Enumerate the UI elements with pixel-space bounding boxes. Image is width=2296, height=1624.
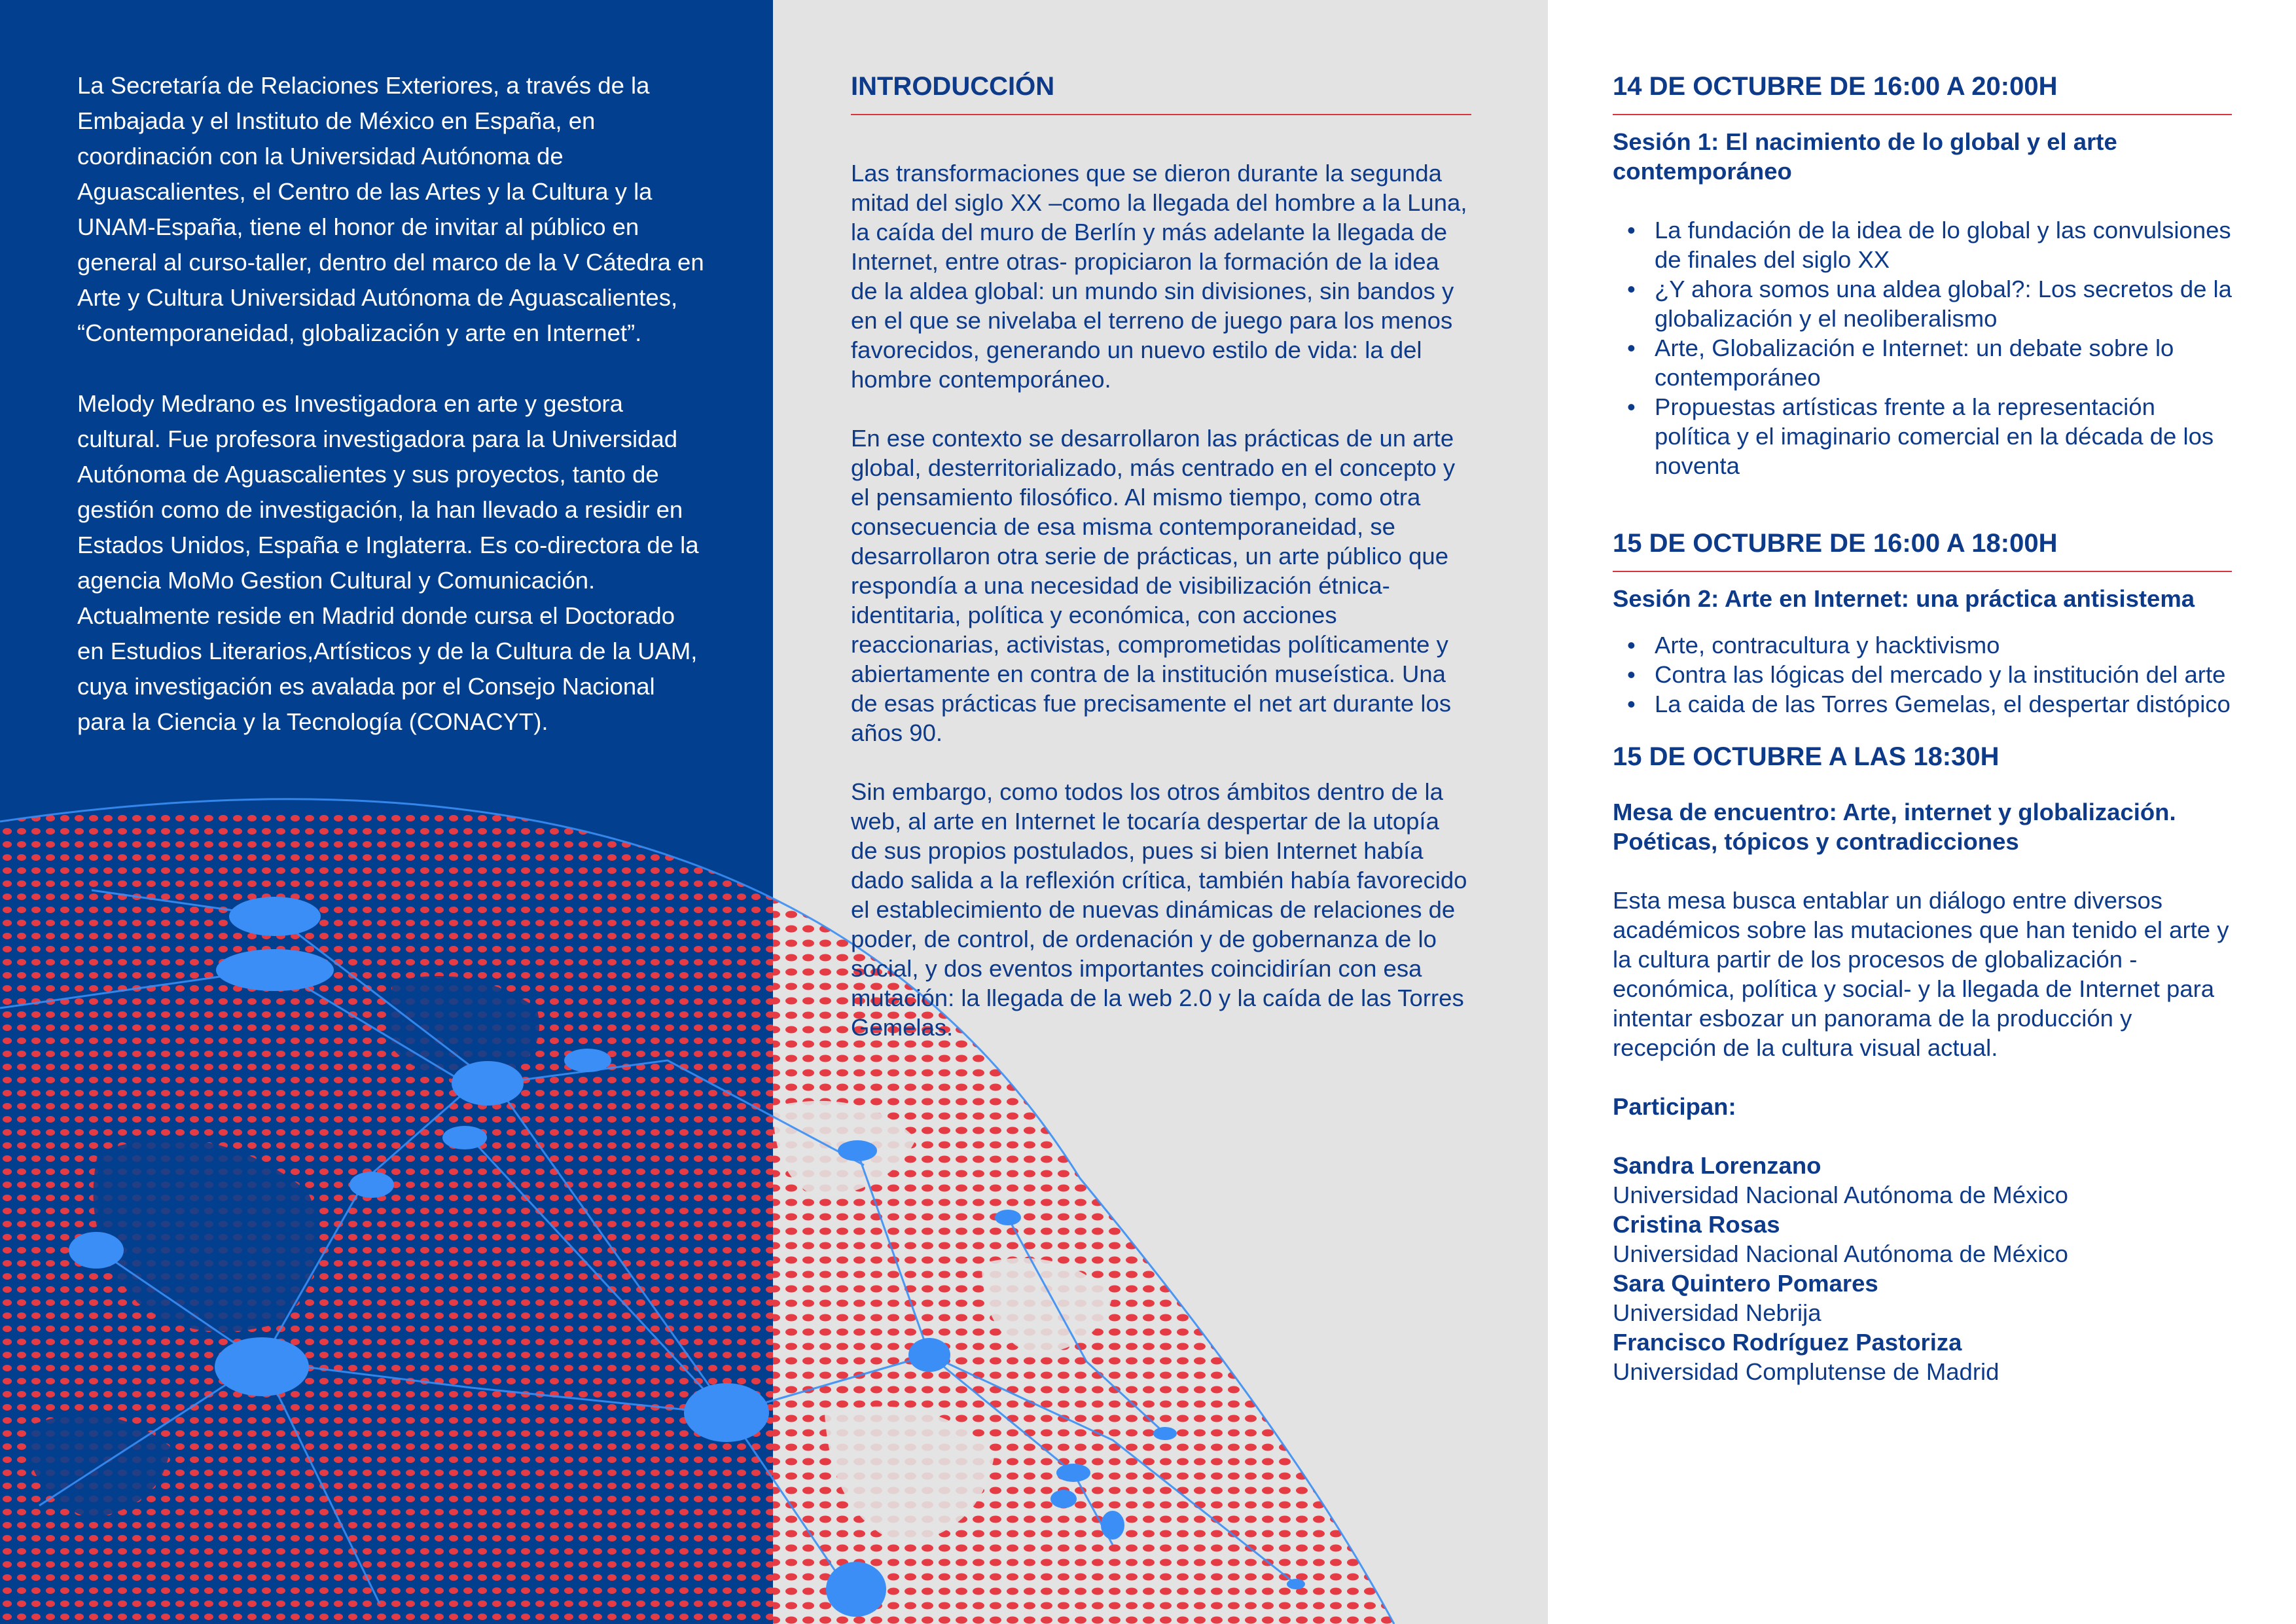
day1-heading: 14 DE OCTUBRE DE 16:00 A 20:00H (1613, 72, 2058, 101)
intro-paragraph-1: Las transformaciones que se dieron durante la segunda mitad del siglo XX –como la llegada del hombre a la Luna, la caída del muro de Berlín y más adelante la llegada de Internet, entre otras- propiciaron la formación de la idea de la aldea global: un mundo sin divisiones, sin bandos y en el que se nivelaba el terreno de juego para los menos favorecidos, generando un nuevo estilo de vida: la del hombre contemporáneo. (851, 160, 1467, 393)
participant-affiliation: Universidad Nebrija (1613, 1299, 1821, 1326)
middle-column (851, 68, 1471, 1072)
list-item: • La caida de las Torres Gemelas, el despertar distópico (1655, 689, 2232, 719)
session2-title: Sesión 2: Arte en Internet: una práctica antisistema (1613, 585, 2195, 612)
invitation-paragraph: La Secretaría de Relaciones Exteriores, a través de la Embajada y el Instituto de México en España, en coordinación con la Universidad Autónoma de Aguascalientes, el Centro de las Artes y la Cultura y la UNAM-España, tiene el honor de invitar al público en general al curso-taller, dentro del marco de la V Cátedra en Arte y Cultura Universidad Autónoma de Aguascalientes, “Contemporaneidad, globalización y arte en Internet”. (77, 72, 704, 346)
mesa-description: Esta mesa busca entablar un diálogo entre diversos académicos sobre las mutaciones que han tenido el arte y la cultura partir de los procesos de globalización -económica, política y social- y la llegada de Internet para intentar esbozar un panorama de la producción y recepción de la cultura visual actual. (1613, 887, 2229, 1061)
list-item: • Contra las lógicas del mercado y la institución del arte (1655, 660, 2232, 689)
list-item: • Propuestas artísticas frente a la representación política y el imaginario comercial en la década de los noventa (1655, 392, 2232, 480)
left-column (77, 68, 706, 775)
list-item: • Arte, contracultura y hacktivismo (1655, 630, 2232, 660)
mesa-title: Mesa de encuentro: Arte, internet y globalización. Poéticas, tópicos y contradicciones (1613, 799, 2176, 855)
day3-heading: 15 DE OCTUBRE A LAS 18:30H (1613, 742, 2000, 771)
participant-affiliation: Universidad Nacional Autónoma de México (1613, 1240, 2068, 1267)
participant-name: Sandra Lorenzano (1613, 1152, 1821, 1179)
participants-label: Participan: (1613, 1093, 1736, 1120)
session2-topics (1613, 630, 2232, 719)
introduction-heading: INTRODUCCIÓN (851, 72, 1055, 101)
right-column (1613, 68, 2232, 1386)
participant-name: Sara Quintero Pomares (1613, 1270, 1878, 1297)
speaker-bio-paragraph: Melody Medrano es Investigadora en arte y gestora cultural. Fue profesora investigadora para la Universidad Autónoma de Aguascalientes y sus proyectos, tanto de gestión como de investigación, la han llevado a residir en Estados Unidos, España e Inglaterra. Es co-directora de la agencia MoMo Gestion Cultural y Comunicación. Actualmente reside en Madrid donde cursa el Doctorado en Estudios Literarios,Artísticos y de la Cultura de la UAM, cuya investigación es avalada por el Consejo Nacional para la Ciencia y la Tecnología (CONACYT). (77, 390, 699, 735)
session1-topics (1613, 215, 2232, 480)
session1-title: Sesión 1: El nacimiento de lo global y el arte contemporáneo (1613, 128, 2117, 185)
list-item: • La fundación de la idea de lo global y las convulsiones de finales del siglo XX (1655, 215, 2232, 274)
day2-heading: 15 DE OCTUBRE DE 16:00 A 18:00H (1613, 529, 2058, 558)
participant-affiliation: Universidad Nacional Autónoma de México (1613, 1182, 2068, 1208)
list-item: • Arte, Globalización e Internet: un debate sobre lo contemporáneo (1655, 333, 2232, 392)
participant-name: Francisco Rodríguez Pastoriza (1613, 1329, 1962, 1356)
list-item: • ¿Y ahora somos una aldea global?: Los secretos de la globalización y el neoliberalismo (1655, 274, 2232, 333)
participants-list (1613, 1151, 2232, 1386)
participant-affiliation: Universidad Complutense de Madrid (1613, 1358, 2000, 1385)
intro-paragraph-3: Sin embargo, como todos los otros ámbitos dentro de la web, al arte en Internet le tocaría despertar de la utopía de sus propios postulados, pues si bien Internet había dado salida a la reflexión crítica, también había favorecido el establecimiento de nuevas dinámicas de relaciones de poder, de control, de ordenación y de gobernanza de lo social, y dos eventos importantes coincidirían con esa mutación: la llegada de la web 2.0 y la caída de las Torres Gemelas. (851, 778, 1467, 1041)
participant-name: Cristina Rosas (1613, 1211, 1780, 1238)
intro-paragraph-2: En ese contexto se desarrollaron las prácticas de un arte global, desterritorializado, más centrado en el concepto y el pensamiento filosófico. Al mismo tiempo, como otra consecuencia de esa misma contemporaneidad, se desarrollaron otra serie de prácticas, un arte público que respondía a una necesidad de visibilización étnica-identitaria, política y económica, con acciones reaccionarias, activistas, comprometidas políticamente y abiertamente en contra de la institución museística. Una de esas prácticas fue precisamente el net art durante los años 90. (851, 425, 1456, 746)
